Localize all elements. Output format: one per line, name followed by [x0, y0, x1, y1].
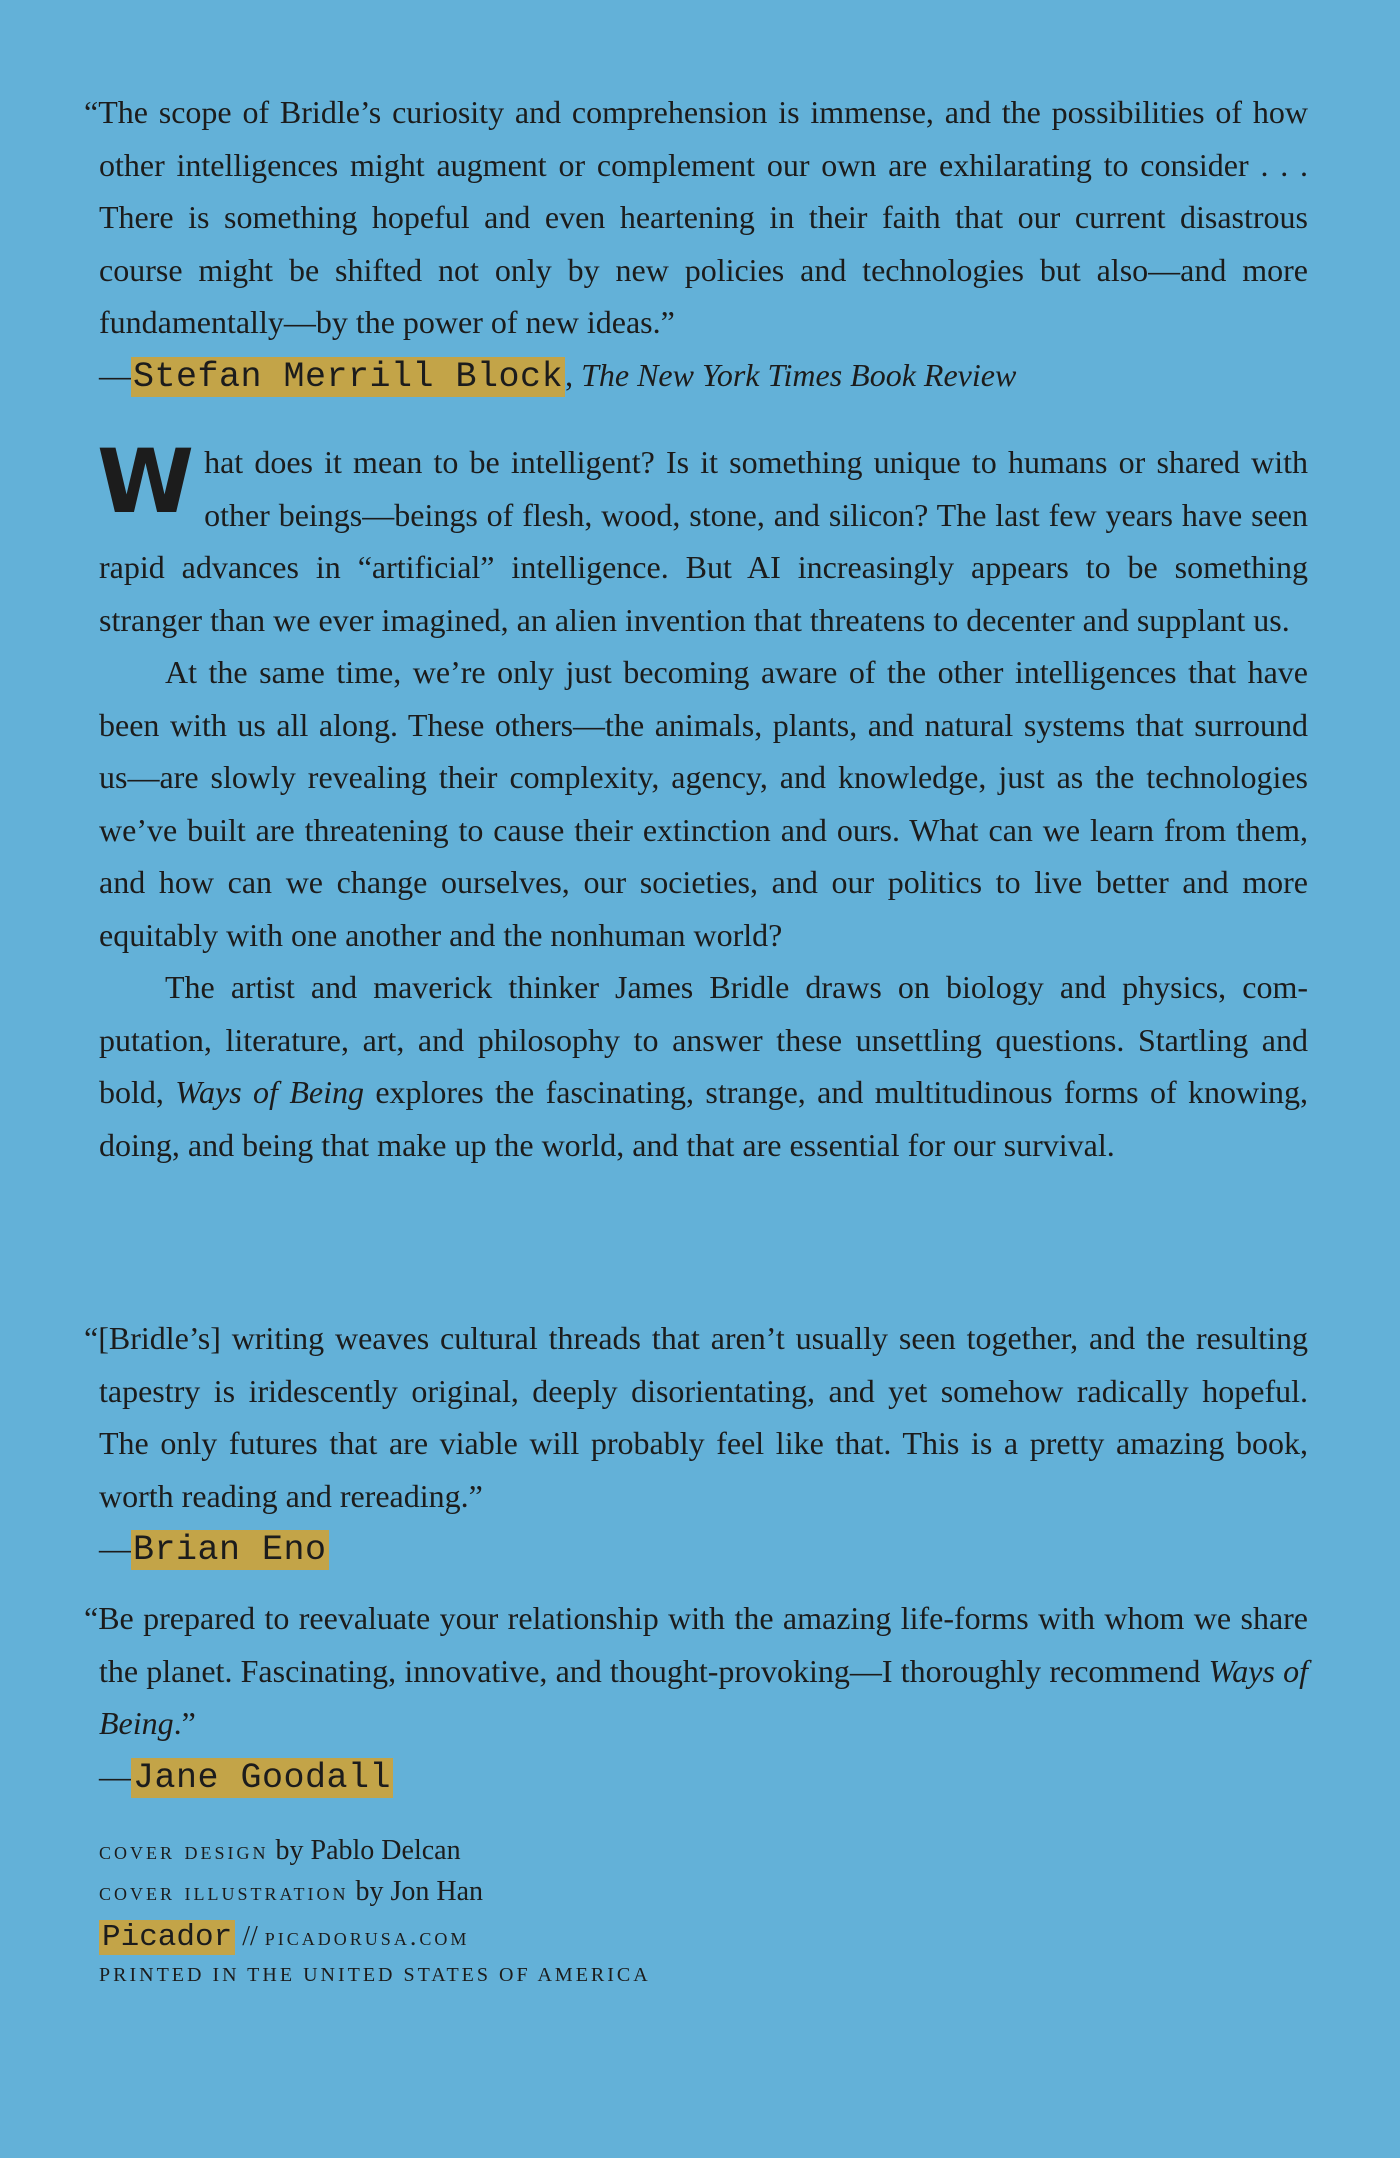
publisher-logo: Picador [99, 1920, 235, 1955]
attribution-dash: — [99, 1530, 131, 1566]
cover-design-name: by Pablo Delcan [268, 1835, 461, 1866]
quote-text: “[Bridle’s] writing weaves cultural threads that aren’t usually seen together, and the resulting tapestry is iridescently original, deeply disorientating, and yet somehow radically hopeful. The only futures that are viable will probably feel like that. This is a pretty amazing book, worth reading and rereading.” [84, 1320, 1308, 1514]
description-paragraph-3 [99, 961, 1308, 1171]
quote-text [84, 1592, 1309, 1750]
review-quote-goodall [84, 1592, 1309, 1804]
cover-design-label: cover design [99, 1836, 269, 1865]
book-title: Ways of Being [99, 1652, 1309, 1741]
quote-text: “The scope of Bridle’s curiosity and comprehension is immense, and the possibilities of how other intelligences might augment or complement our own are exhilarating to consider . . . There is something hopeful and even heartening in their faith that our current disastrous course might be shifted not only by new policies and technologies but also—and more fundamentally—by the power of new ideas.” [84, 94, 1308, 340]
book-title: Ways of Being [175, 1074, 364, 1110]
publisher-separator: // [235, 1921, 265, 1952]
description-paragraph-1 [97, 430, 1308, 646]
publisher-website: picadorusa.com [264, 1922, 470, 1951]
attribution-dash: — [99, 1757, 131, 1794]
printed-in-text: PRINTED IN THE UNITED STATES OF AMERICA [99, 1964, 651, 1986]
quote-attribution [99, 1522, 1308, 1576]
quote-author: Stefan Merrill Block [133, 356, 564, 397]
attribution-separator: , [565, 356, 582, 393]
description-paragraph-2: At the same time, we’re only just becoming aware of the other intelligences that have been with us all along. These others—the animals, plants, and natural systems that surround us—are slowly revealing their complexity, agency, and knowledge, just as the technologies we’ve built are threatening to cause their extinction and ours. What can we learn from them, and how can we change ourselves, our societies, and our politics to live better and more equitably with one another and the nonhuman world? [99, 654, 1308, 953]
review-quote-eno [84, 1312, 1308, 1576]
quote-author: Jane Goodall [133, 1757, 392, 1798]
printed-line [99, 1958, 651, 1990]
cover-design-credit [99, 1830, 651, 1871]
quote-publication: The New York Times Book Review [581, 356, 1017, 393]
quote-text-start: “Be prepared to reevaluate your relationship with the amazing life-forms with whom we share the planet. Fascinating, innovative, and thought-provoking—I thoroughly recommend [84, 1600, 1308, 1689]
review-quote-nyt [84, 86, 1308, 403]
quote-attribution [99, 349, 1308, 403]
publisher-line [99, 1916, 651, 1958]
paragraph-3-text-end: explores the fascinating, strange, and multitudinous forms of knowing, doing, and being that make up the world, and that are essential for our survival. [99, 1074, 1309, 1163]
quote-author: Brian Eno [133, 1530, 327, 1570]
cover-illustration-label: cover illustration [99, 1877, 349, 1906]
book-description [97, 430, 1309, 1171]
drop-cap: W [97, 430, 195, 533]
cover-illustration-name: by Jon Han [348, 1876, 484, 1907]
paragraph-1-text: hat does it mean to be intelligent? Is it something unique to humans or shared with other beings—beings of flesh, wood, stone, and silicon? The last few years have seen rapid advances in “artificial” intelligence. But AI increasingly appears to be something stranger than we ever imagined, an alien invention that threatens to decenter and supplant us. [99, 444, 1308, 638]
paragraph-3-text-start: The artist and maverick thinker James Bridle draws on biology and physics, computation, literature, art, and philosophy to answer these unsettling questions. Startling and bold, [99, 969, 1308, 1110]
quote-attribution [99, 1750, 1308, 1804]
quote-text-end: .” [173, 1705, 196, 1741]
attribution-dash: — [99, 356, 131, 393]
cover-credits [99, 1830, 651, 1990]
cover-illustration-credit [99, 1871, 651, 1912]
